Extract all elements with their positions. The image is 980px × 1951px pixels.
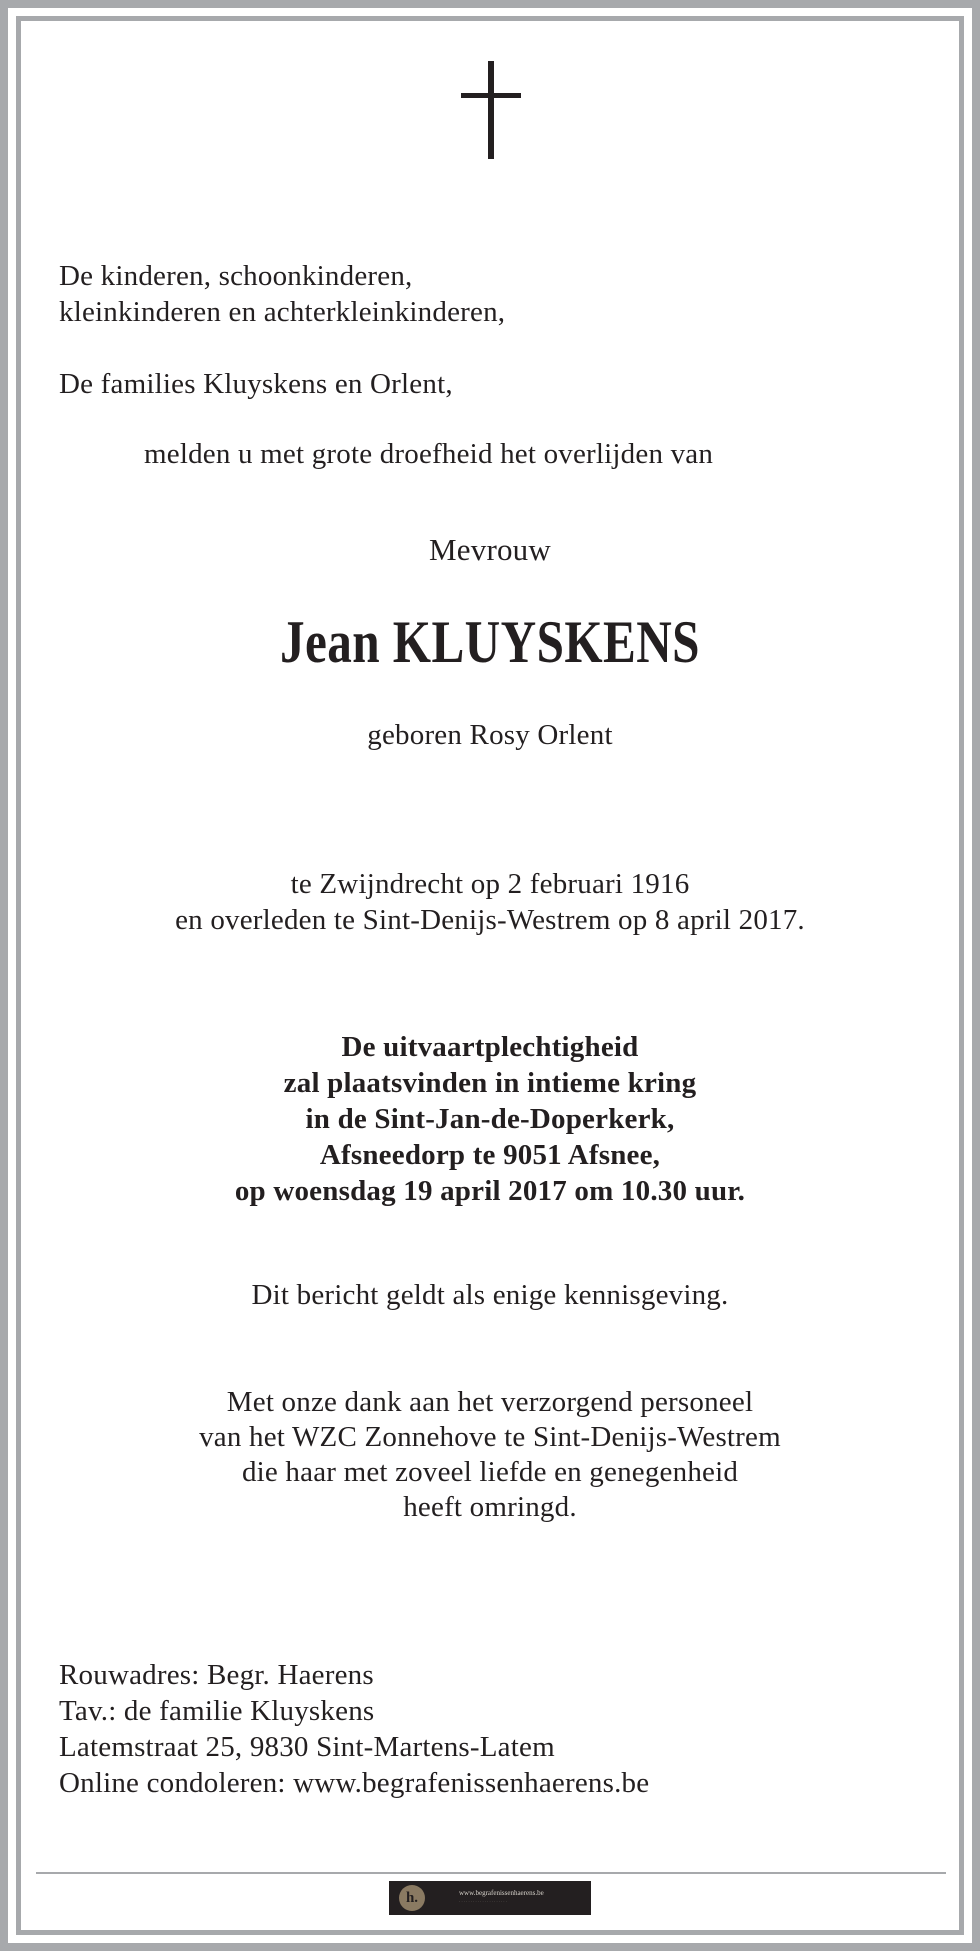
ceremony-line-5: op woensdag 19 april 2017 om 10.30 uur. [234,1175,746,1207]
deceased-name: Jean KLUYSKENS [280,609,700,675]
address-line-2: Tav.: de familie Kluyskens [59,1695,375,1727]
family-line-3: De families Kluyskens en Orlent, [59,368,453,400]
latin-cross-icon [461,61,521,159]
footer-divider [36,1872,946,1874]
thanks-line-2: van het WZC Zonnehove te Sint-Denijs-Westrem [199,1421,781,1453]
thanks-line-4: heeft omringd. [403,1491,577,1523]
ceremony-line-1: De uitvaartplechtigheid [341,1031,639,1063]
logo-site: www.begrafenissenhaerens.be [459,1889,544,1897]
family-line-1: De kinderen, schoonkinderen, [59,260,413,292]
ceremony-line-2: zal plaatsvinden in intieme kring [283,1067,697,1099]
ceremony-line-3: in de Sint-Jan-de-Doperkerk, [305,1103,675,1135]
family-line-2: kleinkinderen en achterkleinkinderen, [59,296,506,328]
birth-date-line: te Zwijndrecht op 2 februari 1916 [290,868,690,900]
thanks-line-3: die haar met zoveel liefde en genegenheid [241,1456,739,1488]
notice-text: Dit bericht geldt als enige kennisgeving. [251,1279,729,1311]
funeral-home-logo [389,1881,591,1915]
logo-tagline-graphic: · · · · · · · · · · · · · · · · · · · · · [459,1899,507,1904]
salutation: Mevrouw [429,532,551,567]
ceremony-line-4: Afsneedorp te 9051 Afsnee, [319,1139,661,1171]
address-line-3: Latemstraat 25, 9830 Sint-Martens-Latem [59,1731,555,1763]
death-date-line: en overleden te Sint-Denijs-Westrem op 8 april 2017. [175,904,805,936]
born-as: geboren Rosy Orlent [367,719,613,751]
address-line-1: Rouwadres: Begr. Haerens [59,1659,374,1691]
thanks-line-1: Met onze dank aan het verzorgend personeel [226,1386,754,1418]
logo-mark: h. [399,1885,425,1911]
announcement-text: melden u met grote droefheid het overlijden van [144,438,714,470]
address-line-4: Online condoleren: www.begrafenissenhaerens.be [59,1767,650,1799]
